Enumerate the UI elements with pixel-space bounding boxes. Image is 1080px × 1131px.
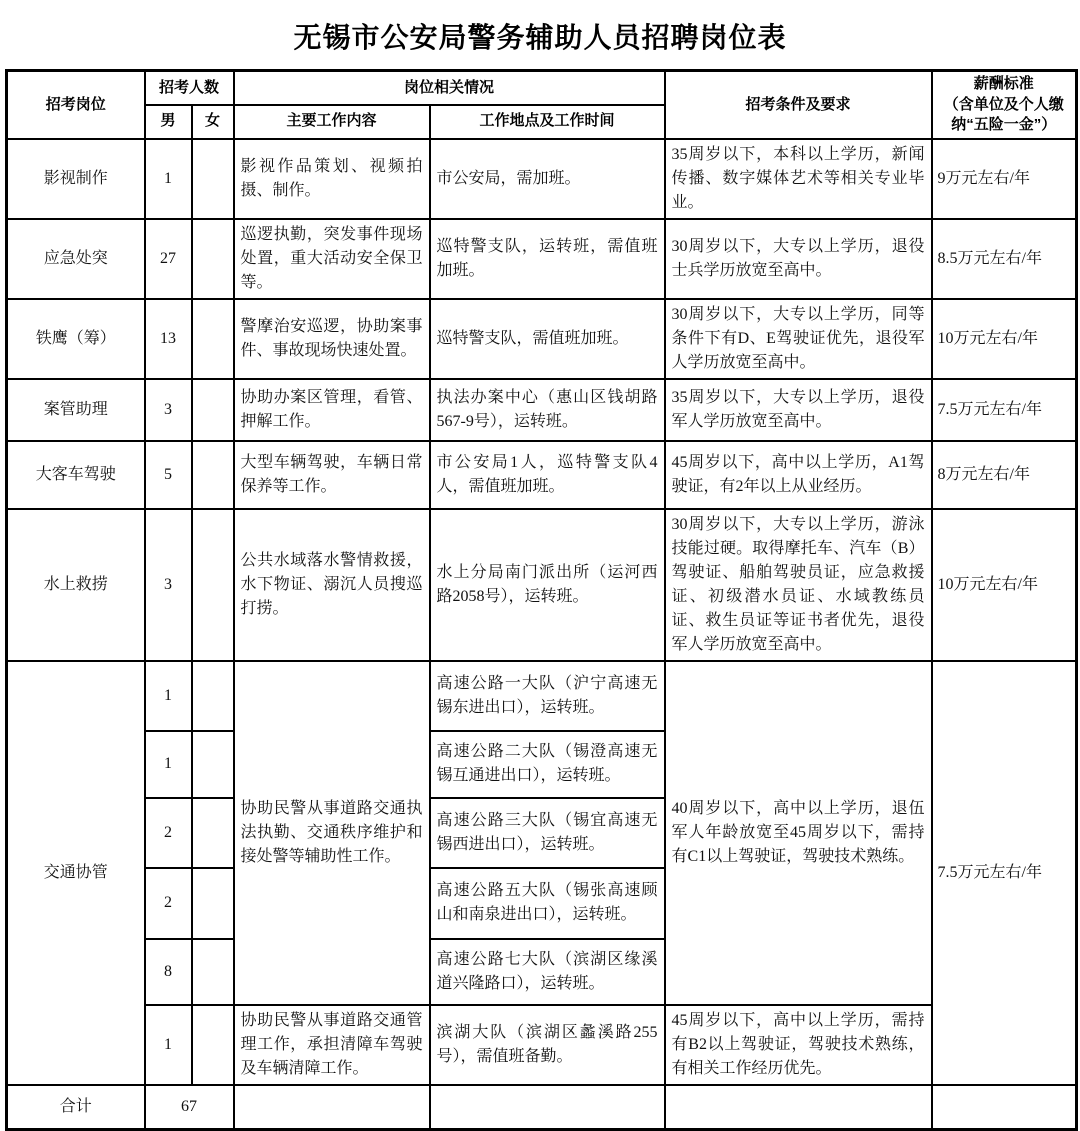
cell-location: 高速公路五大队（锡张高速顾山和南泉进出口），运转班。 xyxy=(430,868,665,939)
total-content-empty xyxy=(234,1085,430,1130)
page xyxy=(0,16,1080,1115)
cell-post: 影视制作 xyxy=(7,139,145,219)
cell-conditions: 30周岁以下，大专以上学历，同等条件下有D、E驾驶证优先，退役军人学历放宽至高中。 xyxy=(665,299,932,379)
cell-salary: 10万元左右/年 xyxy=(932,509,1077,661)
cell-salary: 10万元左右/年 xyxy=(932,299,1077,379)
cell-male-count: 27 xyxy=(145,219,192,299)
col-header-count: 招考人数 xyxy=(145,71,234,105)
cell-male-count: 1 xyxy=(145,139,192,219)
cell-post-traffic: 交通协管 xyxy=(7,661,145,1085)
cell-female-count xyxy=(192,379,234,441)
cell-location: 高速公路三大队（锡宜高速无锡西进出口），运转班。 xyxy=(430,798,665,868)
table-row-yingshizhizuo xyxy=(7,139,1077,219)
salary-header-line2: （含单位及个人缴纳“五险一金”） xyxy=(943,95,1064,133)
table-row-shuishangjiulao xyxy=(7,509,1077,661)
cell-salary-traffic: 7.5万元左右/年 xyxy=(932,661,1077,1085)
cell-content: 协助民警从事道路交通管理工作，承担清障车驾驶及车辆清障工作。 xyxy=(234,1005,430,1085)
cell-post: 水上救捞 xyxy=(7,509,145,661)
cell-salary: 8万元左右/年 xyxy=(932,441,1077,509)
cell-conditions: 45周岁以下，高中以上学历，需持有B2以上驾驶证，驾驶技术熟练，有相关工作经历优先。 xyxy=(665,1005,932,1085)
cell-post: 案管助理 xyxy=(7,379,145,441)
page-title: 无锡市公安局警务辅助人员招聘岗位表 xyxy=(293,23,787,54)
table-row-total xyxy=(7,1085,1077,1130)
total-label: 合计 xyxy=(7,1085,145,1130)
cell-location: 滨湖大队（滨湖区蠡溪路255号），需值班备勤。 xyxy=(430,1005,665,1085)
cell-female-count xyxy=(192,219,234,299)
cell-salary: 9万元左右/年 xyxy=(932,139,1077,219)
cell-conditions: 30周岁以下，大专以上学历，退役士兵学历放宽至高中。 xyxy=(665,219,932,299)
cell-location: 巡特警支队，需值班加班。 xyxy=(430,299,665,379)
cell-female-count xyxy=(192,868,234,939)
cell-male-count: 1 xyxy=(145,731,192,798)
cell-conditions-traffic-group: 40周岁以下，高中以上学历，退伍军人年龄放宽至45周岁以下，需持有C1以上驾驶证，驾驶技术熟练。 xyxy=(665,661,932,1005)
cell-male-count: 1 xyxy=(145,1005,192,1085)
recruitment-table xyxy=(5,69,1078,1131)
cell-location: 高速公路一大队（沪宁高速无锡东进出口），运转班。 xyxy=(430,661,665,731)
cell-female-count xyxy=(192,661,234,731)
cell-location: 巡特警支队，运转班，需值班加班。 xyxy=(430,219,665,299)
cell-content: 影视作品策划、视频拍摄、制作。 xyxy=(234,139,430,219)
cell-location: 高速公路七大队（滨湖区缘溪道兴隆路口），运转班。 xyxy=(430,939,665,1005)
col-header-conditions: 招考条件及要求 xyxy=(665,71,932,139)
cell-salary: 8.5万元左右/年 xyxy=(932,219,1077,299)
cell-salary: 7.5万元左右/年 xyxy=(932,379,1077,441)
cell-conditions: 45周岁以下，高中以上学历，A1驾驶证，有2年以上从业经历。 xyxy=(665,441,932,509)
cell-male-count: 8 xyxy=(145,939,192,1005)
cell-female-count xyxy=(192,509,234,661)
cell-content: 大型车辆驾驶，车辆日常保养等工作。 xyxy=(234,441,430,509)
cell-conditions: 35周岁以下，大专以上学历，退役军人学历放宽至高中。 xyxy=(665,379,932,441)
cell-content: 协助办案区管理，看管、押解工作。 xyxy=(234,379,430,441)
cell-content: 巡逻执勤，突发事件现场处置，重大活动安全保卫等。 xyxy=(234,219,430,299)
cell-male-count: 13 xyxy=(145,299,192,379)
total-conditions-empty xyxy=(665,1085,932,1130)
cell-female-count xyxy=(192,441,234,509)
col-header-female: 女 xyxy=(192,105,234,139)
cell-male-count: 5 xyxy=(145,441,192,509)
table-row-jiaotongxieguan-6 xyxy=(7,1005,1077,1085)
table-row-jiaotongxieguan-1 xyxy=(7,661,1077,731)
cell-female-count xyxy=(192,299,234,379)
cell-post: 铁鹰（筹） xyxy=(7,299,145,379)
cell-content-traffic-group: 协助民警从事道路交通执法执勤、交通秩序维护和接处警等辅助性工作。 xyxy=(234,661,430,1005)
cell-male-count: 1 xyxy=(145,661,192,731)
table-row-yingjichutu xyxy=(7,219,1077,299)
cell-female-count xyxy=(192,731,234,798)
cell-location: 市公安局，需加班。 xyxy=(430,139,665,219)
cell-content: 警摩治安巡逻，协助案事件、事故现场快速处置。 xyxy=(234,299,430,379)
cell-conditions: 30周岁以下，大专以上学历，游泳技能过硬。取得摩托车、汽车（B）驾驶证、船舶驾驶员证，应急救援证、初级潜水员证、水域教练员证、救生员证等证书者优先，退役军人学历放宽至高中。 xyxy=(665,509,932,661)
cell-conditions: 35周岁以下，本科以上学历，新闻传播、数字媒体艺术等相关专业毕业。 xyxy=(665,139,932,219)
cell-location: 市公安局1人，巡特警支队4人，需值班加班。 xyxy=(430,441,665,509)
cell-content: 公共水域落水警情救援，水下物证、溺沉人员搜巡打捞。 xyxy=(234,509,430,661)
cell-female-count xyxy=(192,939,234,1005)
cell-male-count: 2 xyxy=(145,868,192,939)
cell-female-count xyxy=(192,798,234,868)
cell-post: 大客车驾驶 xyxy=(7,441,145,509)
cell-post: 应急处突 xyxy=(7,219,145,299)
total-salary-empty xyxy=(932,1085,1077,1130)
total-count: 67 xyxy=(145,1085,234,1130)
col-header-salary xyxy=(932,71,1077,139)
table-row-anguanzhuli xyxy=(7,379,1077,441)
cell-location: 高速公路二大队（锡澄高速无锡互通进出口），运转班。 xyxy=(430,731,665,798)
table-row-tieying xyxy=(7,299,1077,379)
cell-female-count xyxy=(192,139,234,219)
col-header-job-info: 岗位相关情况 xyxy=(234,71,665,105)
salary-header-line1: 薪酬标准 xyxy=(973,75,1034,93)
cell-male-count: 3 xyxy=(145,379,192,441)
cell-location: 水上分局南门派出所（运河西路2058号），运转班。 xyxy=(430,509,665,661)
header-row-1 xyxy=(7,71,1077,105)
cell-male-count: 3 xyxy=(145,509,192,661)
cell-location: 执法办案中心（惠山区钱胡路567-9号），运转班。 xyxy=(430,379,665,441)
cell-male-count: 2 xyxy=(145,798,192,868)
table-row-dakechejiashi xyxy=(7,441,1077,509)
cell-female-count xyxy=(192,1005,234,1085)
col-header-male: 男 xyxy=(145,105,192,139)
total-location-empty xyxy=(430,1085,665,1130)
col-header-post: 招考岗位 xyxy=(7,71,145,139)
col-header-content: 主要工作内容 xyxy=(234,105,430,139)
col-header-location: 工作地点及工作时间 xyxy=(430,105,665,139)
